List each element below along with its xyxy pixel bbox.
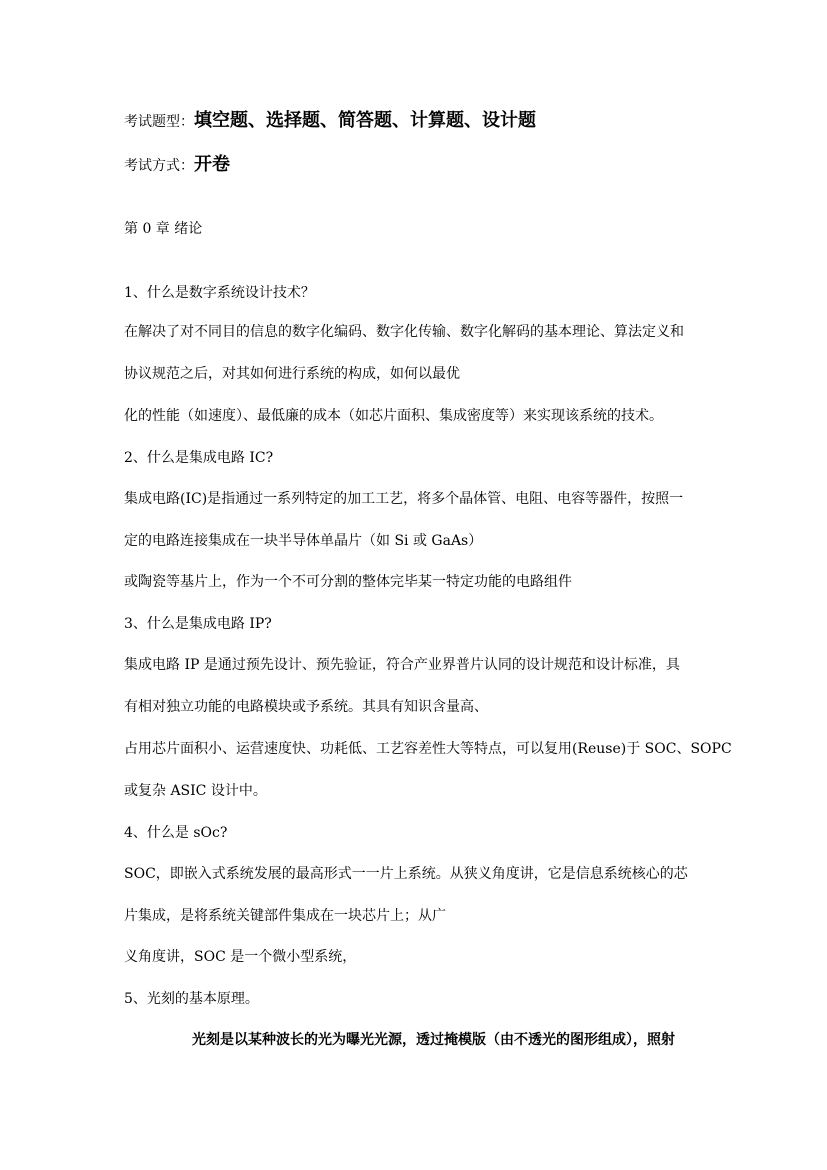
question-2: 2、什么是集成电路 IC? [124,450,274,466]
exam-type-label: 考试题型： [124,114,194,130]
answer-4-line-3: 义角度讲，SOC 是一个微小型系统， [124,949,357,965]
answer-4-line-2: 片集成，是将系统关键部件集成在一块芯片上；从广 [124,908,446,924]
answer-4-line-1: SOC，即嵌入式系统发展的最高形式一一片上系统。从狭义角度讲，它是信息系统核心的芯 [124,866,688,882]
exam-mode-value: 开卷 [194,154,230,175]
question-4: 4、什么是 sOc? [124,825,228,841]
answer-3-line-1: 集成电路 IP 是通过预先设计、预先验证，符合产业界普片认同的设计规范和设计标准，具 [124,657,680,673]
answer-1-line-3: 化的性能（如速度）、最低廉的成本（如芯片面积、集成密度等）来实现该系统的技术。 [124,408,663,424]
chapter-title: 第 0 章 绪论 [124,221,203,237]
answer-3-line-2: 有相对独立功能的电路模块或予系统。其具有知识含量高、 [124,699,488,715]
exam-mode-line [124,155,230,176]
answer-5-line-1: 光刻是以某种波长的光为曝光光源，透过掩模版（由不透光的图形组成），照射 [192,1032,675,1048]
answer-2-line-3: 或陶瓷等基片上，作为一个不可分割的整体完毕某一特定功能的电路组件 [124,574,572,590]
answer-3-line-3: 占用芯片面积小、运营速度快、功耗低、工艺容差性大等特点，可以复用(Reuse)于 SOC、SOPC [124,741,732,757]
answer-3-line-4: 或复杂 ASIC 设计中。 [124,783,267,799]
question-3: 3、什么是集成电路 IP? [124,616,272,632]
exam-type-value: 填空题、选择题、简答题、计算题、设计题 [194,110,536,131]
exam-mode-label: 考试方式： [124,158,194,174]
answer-2-line-2: 定的电路连接集成在一块半导体单晶片（如 Si 或 GaAs） [124,533,483,549]
question-1: 1、什么是数字系统设计技术？ [124,285,315,301]
answer-1-line-1: 在解决了对不同目的信息的数字化编码、数字化传输、数字化解码的基本理论、算法定义和 [124,324,684,340]
question-5: 5、光刻的基本原理。 [124,991,259,1007]
answer-1-line-2: 协议规范之后，对其如何进行系统的构成，如何以最优 [124,366,460,382]
answer-2-line-1: 集成电路(IC)是指通过一系列特定的加工工艺，将多个晶体管、电阻、电容等器件，按照一 [124,491,684,507]
exam-type-line [124,111,536,132]
